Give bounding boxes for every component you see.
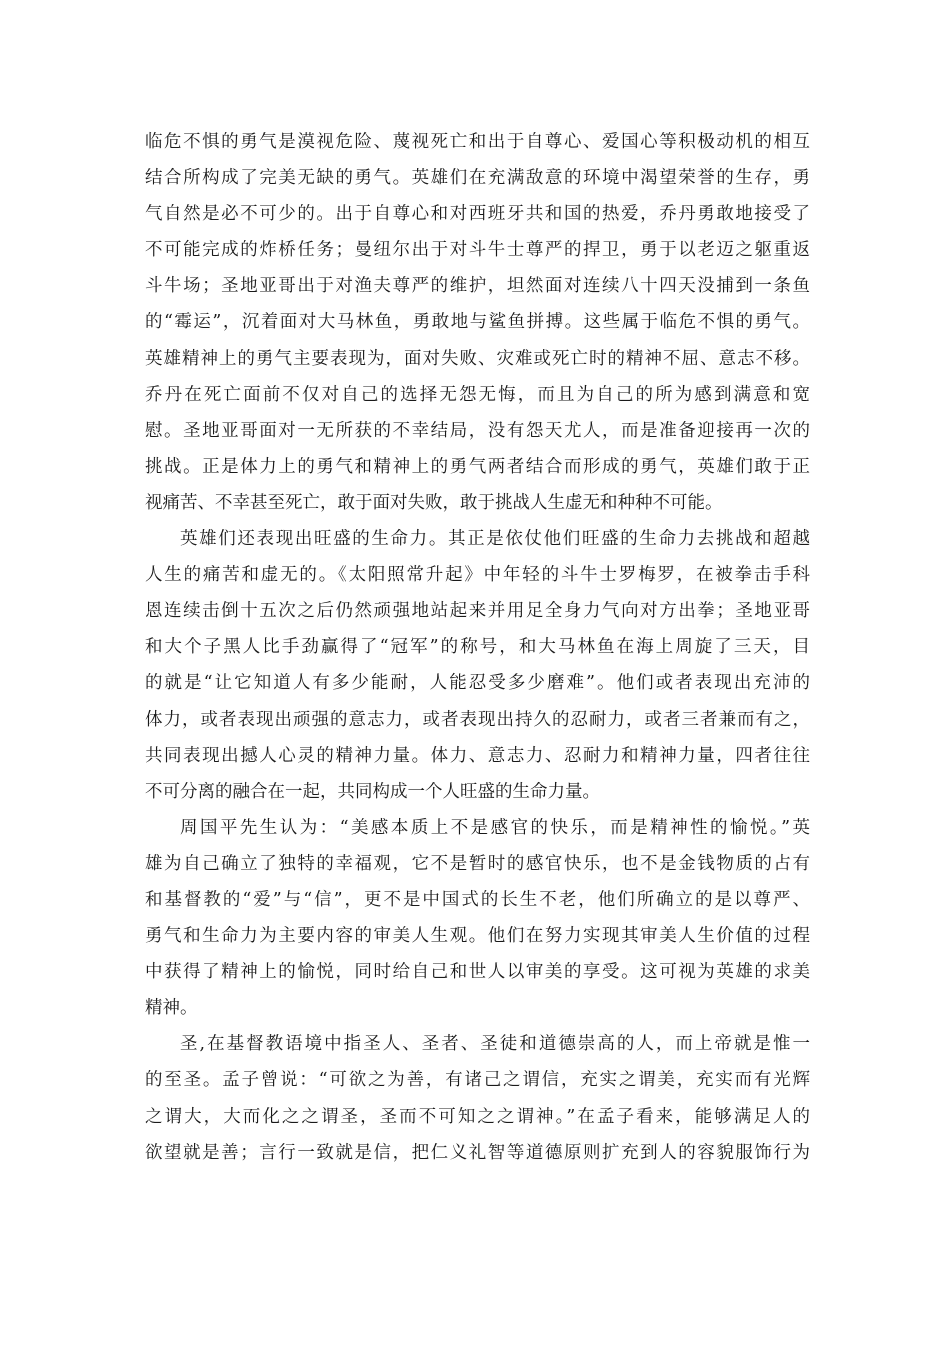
- paragraph-vitality: [145, 521, 810, 810]
- text-line: 人生的痛苦和虚无的。《太阳照常升起》中年轻的斗牛士罗梅罗，在被拳击手科: [145, 565, 810, 586]
- paragraph-saint: [145, 1026, 810, 1170]
- text-line: 慰。圣地亚哥面对一无所获的不幸结局，没有怨天尤人，而是准备迎接再一次的: [145, 420, 810, 441]
- text-line: 精神。: [145, 998, 198, 1019]
- text-line: 雄为自己确立了独特的幸福观，它不是暂时的感官快乐，也不是金钱物质的占有: [145, 853, 810, 874]
- text-line: 斗牛场；圣地亚哥出于对渔夫尊严的维护，坦然面对连续八十四天没捕到一条鱼: [145, 276, 810, 297]
- text-line: 的至圣。孟子曾说：“可欲之为善，有诸己之谓信，充实之谓美，充实而有光辉: [145, 1070, 810, 1091]
- text-line: 结合所构成了完美无缺的勇气。英雄们在充满敌意的环境中渴望荣誉的生存，勇: [145, 168, 810, 189]
- text-line: 不可能完成的炸桥任务；曼纽尔出于对斗牛士尊严的捍卫，勇于以老迈之躯重返: [145, 240, 810, 261]
- text-line: 气自然是必不可少的。出于自尊心和对西班牙共和国的热爱，乔丹勇敢地接受了: [145, 204, 810, 225]
- text-line: 共同表现出撼人心灵的精神力量。体力、意志力、忍耐力和精神力量，四者往往: [145, 745, 810, 766]
- text-line: 恩连续击倒十五次之后仍然顽强地站起来并用足全身力气向对方出拳；圣地亚哥: [145, 601, 810, 622]
- text-line: 的“霉运”，沉着面对大马林鱼，勇敢地与鲨鱼拼搏。这些属于临危不惧的勇气。: [145, 312, 810, 333]
- text-line: 乔丹在死亡面前不仅对自己的选择无怨无悔，而且为自己的所为感到满意和宽: [145, 384, 810, 405]
- text-line: 和大个子黑人比手劲赢得了“冠军”的称号，和大马林鱼在海上周旋了三天，目: [145, 637, 810, 658]
- text-line: 欲望就是善；言行一致就是信，把仁义礼智等道德原则扩充到人的容貌服饰行为: [145, 1142, 810, 1163]
- body-text: [145, 124, 810, 1171]
- text-line: 和基督教的“爱”与“信”，更不是中国式的长生不老，他们所确立的是以尊严、: [145, 889, 810, 910]
- text-line: 之谓大，大而化之之谓圣，圣而不可知之之谓神。”在孟子看来，能够满足人的: [145, 1106, 810, 1127]
- text-line: 英雄们还表现出旺盛的生命力。其正是依仗他们旺盛的生命力去挑战和超越: [180, 529, 810, 550]
- text-line: 圣,在基督教语境中指圣人、圣者、圣徒和道德崇高的人，而上帝就是惟一: [180, 1034, 810, 1055]
- text-line: 英雄精神上的勇气主要表现为，面对失败、灾难或死亡时的精神不屈、意志不移。: [145, 348, 810, 369]
- text-line: 中获得了精神上的愉悦，同时给自己和世人以审美的享受。这可视为英雄的求美: [145, 962, 810, 983]
- text-line: 勇气和生命力为主要内容的审美人生观。他们在努力实现其审美人生价值的过程: [145, 926, 810, 947]
- text-line: 挑战。正是体力上的勇气和精神上的勇气两者结合而形成的勇气，英雄们敢于正: [145, 456, 810, 477]
- paragraph-courage: [145, 124, 810, 521]
- text-line: 临危不惧的勇气是漠视危险、蔑视死亡和出于自尊心、爱国心等积极动机的相互: [145, 132, 810, 152]
- text-line: 周国平先生认为：“美感本质上不是感官的快乐，而是精神性的愉悦。”英: [180, 817, 810, 838]
- text-line: 不可分离的融合在一起，共同构成一个人旺盛的生命力量。: [145, 781, 600, 802]
- paragraph-beauty: [145, 810, 810, 1027]
- text-line: 体力，或者表现出顽强的意志力，或者表现出持久的忍耐力，或者三者兼而有之，: [145, 709, 810, 730]
- text-line: 视痛苦、不幸甚至死亡，敢于面对失败，敢于挑战人生虚无和种种不可能。: [145, 492, 723, 513]
- text-line: 的就是“让它知道人有多少能耐，人能忍受多少磨难”。他们或者表现出充沛的: [145, 673, 810, 694]
